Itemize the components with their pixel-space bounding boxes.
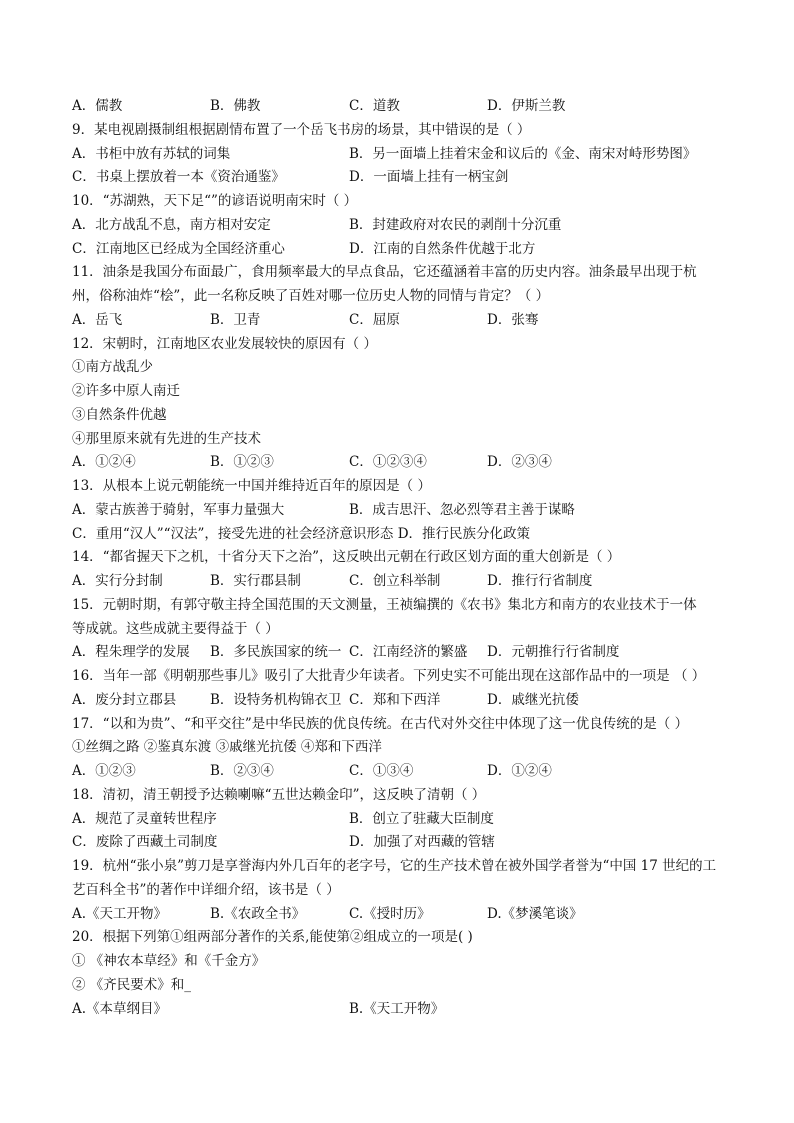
- option-row: [72, 309, 732, 332]
- option-a: A．蒙古族善于骑射，军事力量强大: [72, 501, 285, 518]
- option-c: C．①②③④: [349, 454, 427, 471]
- option-d: D．伊斯兰教: [487, 98, 566, 114]
- option-b: B.《农政全书》: [210, 905, 306, 922]
- text-line: ④那里原来就有先进的生产技术: [72, 430, 261, 447]
- text-line: 艺百科全书”的著作中详细介绍，该书是（ ）: [72, 881, 340, 898]
- option-b: D．一面墙上挂有一柄宝剑: [349, 169, 509, 186]
- option-row: [72, 831, 732, 854]
- option-b: B．①②③: [210, 454, 274, 471]
- option-c: C．郑和下西洋: [349, 691, 441, 708]
- text-line: 12．宋朝时，江南地区农业发展较快的原因有（ ）: [72, 335, 377, 352]
- option-c: C．①③④: [349, 763, 414, 779]
- option-b: B.《天工开物》: [349, 1000, 445, 1017]
- option-row: [72, 214, 732, 237]
- option-a: A．规范了灵童转世程序: [72, 810, 217, 827]
- option-a: A．儒教: [72, 98, 123, 114]
- option-row: [72, 451, 732, 474]
- option-a: A．岳飞: [72, 311, 123, 328]
- text-line: 20．根据下列第①组两部分著作的关系,能使第②组成立的一项是( ): [72, 929, 473, 946]
- option-b: B．实行郡县制: [210, 573, 301, 589]
- option-a: C．书桌上摆放着一本《资治通鉴》: [72, 169, 285, 186]
- text-line: 9．某电视剧摄制组根据剧情布置了一个岳飞书房的场景，其中错误的是（ ）: [72, 121, 531, 138]
- option-c: C.《授时历》: [349, 905, 431, 922]
- option-b: D．江南的自然条件优越于北方: [349, 240, 536, 257]
- option-row: [72, 760, 732, 783]
- option-a: A．①②③: [72, 763, 136, 779]
- option-d: D．戚继光抗倭: [487, 691, 579, 708]
- text-line: ②许多中原人南迁: [72, 383, 180, 399]
- option-row: [72, 143, 732, 166]
- option-a: A．北方战乱不息，南方相对安定: [72, 216, 271, 233]
- option-b: B．②③④: [210, 763, 274, 779]
- option-a: A．实行分封制: [72, 573, 163, 589]
- option-row: [72, 689, 732, 712]
- option-a: A．书柜中放有苏轼的词集: [72, 145, 231, 162]
- option-d: D．①②④: [487, 763, 552, 779]
- option-b: B．封建政府对农民的剥削十分沉重: [349, 216, 562, 233]
- option-row: [72, 903, 732, 926]
- text-line: ①南方战乱少: [72, 359, 153, 376]
- option-c: C．屈原: [349, 311, 400, 328]
- option-c: C．道教: [349, 98, 400, 114]
- text-line: 16．当年一部《明朝那些事儿》吸引了大批青少年读者。下列史实不可能出现在这部作品中的一项是 （ ）: [72, 668, 706, 684]
- option-a: C．江南地区已经成为全国经济重心: [72, 240, 285, 257]
- text-line: C．重用“汉人”“汉法”，接受先进的社会经济意识形态 D．推行民族分化政策: [72, 525, 531, 542]
- text-line: ③自然条件优越: [72, 406, 167, 423]
- option-row: [72, 499, 732, 522]
- text-line: 州，俗称油炸“桧”，此一名称反映了百姓对哪一位历史人物的同情与肯定？（ ）: [72, 288, 550, 304]
- option-b: B．成吉思汗、忽必烈等君主善于谋略: [349, 501, 575, 518]
- text-line: ① 《神农本草经》和《千金方》: [72, 953, 266, 969]
- option-d: D．②③④: [487, 454, 552, 471]
- option-b: B．多民族国家的统一: [210, 644, 342, 661]
- text-line: ② 《齐民要术》和_: [72, 976, 192, 993]
- option-row: [72, 238, 732, 261]
- text-line: 17．“以和为贵”、“和平交往”是中华民族的优良传统。在古代对外交往中体现了这一优良传统的是（ ）: [72, 715, 689, 732]
- option-a: A.《天工开物》: [72, 905, 168, 922]
- option-d: D．推行行省制度: [487, 573, 593, 589]
- option-row: [72, 95, 732, 118]
- text-line: 13．从根本上说元朝能统一中国并维持近百年的原因是（ ）: [72, 478, 431, 494]
- text-line: 14．“都省握天下之机，十省分天下之治”，这反映出元朝在行政区划方面的重大创新是（ ）: [72, 549, 621, 566]
- option-c: C．创立科举制: [349, 573, 441, 589]
- option-a: C．废除了西藏土司制度: [72, 834, 218, 851]
- text-line: ①丝绸之路 ②鉴真东渡 ③戚继光抗倭 ④郑和下西洋: [72, 739, 382, 756]
- option-row: [72, 570, 732, 593]
- option-a: A.《本草纲目》: [72, 1000, 168, 1017]
- option-b: B．创立了驻藏大臣制度: [349, 810, 494, 827]
- option-a: A．程朱理学的发展: [72, 644, 190, 661]
- option-b: D．加强了对西藏的管辖: [349, 834, 495, 851]
- text-line: 10．“苏湖熟，天下足“”的谚语说明南宋时（ ）: [72, 193, 358, 209]
- option-row: [72, 998, 732, 1021]
- option-d: D．张骞: [487, 311, 539, 328]
- text-line: 18．清初，清王朝授予达赖喇嘛“五世达赖金印”，这反映了清朝（ ）: [72, 786, 486, 803]
- option-d: D.《梦溪笔谈》: [487, 905, 583, 922]
- option-b: B．佛教: [210, 98, 261, 114]
- option-b: B．设特务机构锦衣卫: [210, 691, 342, 708]
- option-d: D．元朝推行行省制度: [487, 644, 620, 661]
- option-c: C．江南经济的繁盛: [349, 644, 468, 661]
- option-row: [72, 808, 732, 831]
- option-b: B．另一面墙上挂着宋金和议后的《金、南宋对峙形势图》: [349, 145, 697, 162]
- text-line: 等成就。这些成就主要得益于（ ）: [72, 620, 279, 637]
- text-line: 15．元朝时期，有郭守敬主持全国范围的天文测量，王祯编撰的《农书》集北方和南方的农业技术于一体: [72, 596, 697, 613]
- option-a: A．①②④: [72, 454, 136, 471]
- option-a: A．废分封立郡县: [72, 691, 177, 708]
- text-line: 11．油条是我国分布面最广，食用频率最大的早点食品，它还蕴涵着丰富的历史内容。油条最早出现于杭: [72, 264, 697, 281]
- option-row: [72, 641, 732, 664]
- option-row: [72, 166, 732, 189]
- option-b: B．卫青: [210, 311, 261, 328]
- text-line: 19．杭州“张小泉”剪刀是享誉海内外几百年的老字号，它的生产技术曾在被外国学者誉为“中国 17 世纪的工: [72, 858, 717, 874]
